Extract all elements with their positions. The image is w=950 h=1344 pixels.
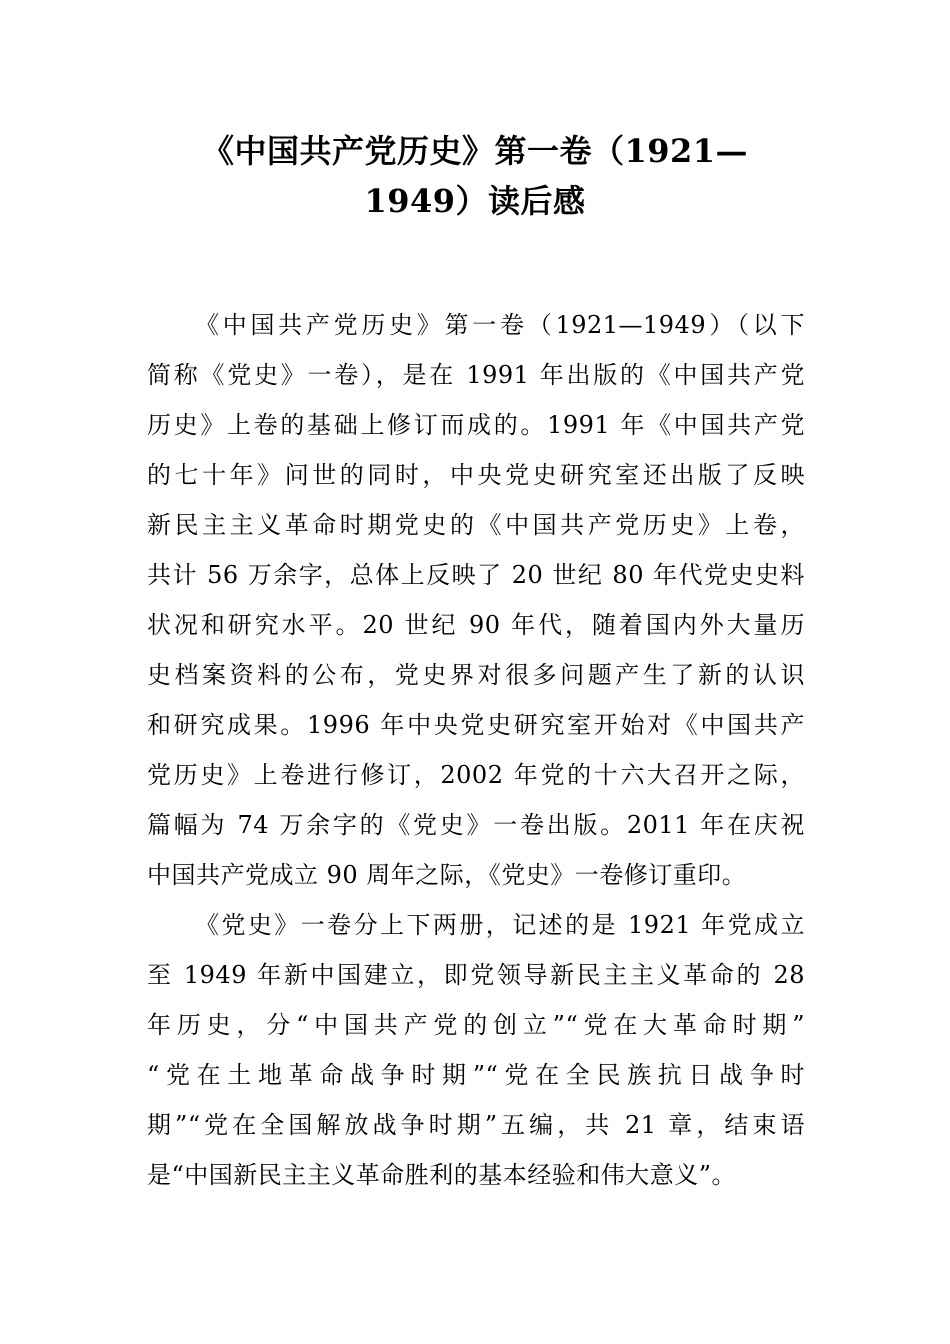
text-line: 是“中国新民主主义革命胜利的基本经验和伟大意义”。 [147,1161,737,1189]
text-line: 的七十年》问世的同时，中央党史研究室还出版了反映 [147,461,805,489]
text-line: 期”“党在全国解放战争时期”五编，共 21 章，结束语 [147,1111,805,1139]
text-line: 党历史》上卷进行修订，2002 年党的十六大召开之际， [147,761,805,789]
title-line: 《中国共产党历史》第一卷（1921— [201,132,749,170]
document-title [150,126,800,226]
text-line: 篇幅为 74 万余字的《党史》一卷出版。2011 年在庆祝 [147,811,805,839]
text-line: 中国共产党成立 90 周年之际，《党史》一卷修订重印。 [147,861,747,889]
text-line: 共计 56 万余字，总体上反映了 20 世纪 80 年代党史史料 [147,561,805,589]
text-line: 史档案资料的公布，党史界对很多问题产生了新的认识 [147,661,805,689]
document-body [147,300,805,1200]
text-line: “党在土地革命战争时期”“党在全民族抗日战争时 [147,1061,805,1089]
text-line: 年历史，分“中国共产党的创立”“党在大革命时期” [147,1011,805,1039]
title-line: 1949）读后感 [364,182,586,220]
text-line: 历史》上卷的基础上修订而成的。1991 年《中国共产党 [147,411,805,439]
paragraph [147,300,805,900]
text-line: 《中国共产党历史》第一卷（1921—1949）（以下 [195,311,805,339]
text-line: 至 1949 年新中国建立，即党领导新民主主义革命的 28 [147,961,805,989]
paragraph [147,900,805,1200]
text-line: 状况和研究水平。20 世纪 90 年代，随着国内外大量历 [147,611,805,639]
text-line: 新民主主义革命时期党史的《中国共产党历史》上卷， [147,511,805,539]
text-line: 和研究成果。1996 年中央党史研究室开始对《中国共产 [147,711,805,739]
text-line: 简称《党史》一卷），是在 1991 年出版的《中国共产党 [147,361,805,389]
text-line: 《党史》一卷分上下两册，记述的是 1921 年党成立 [195,911,805,939]
